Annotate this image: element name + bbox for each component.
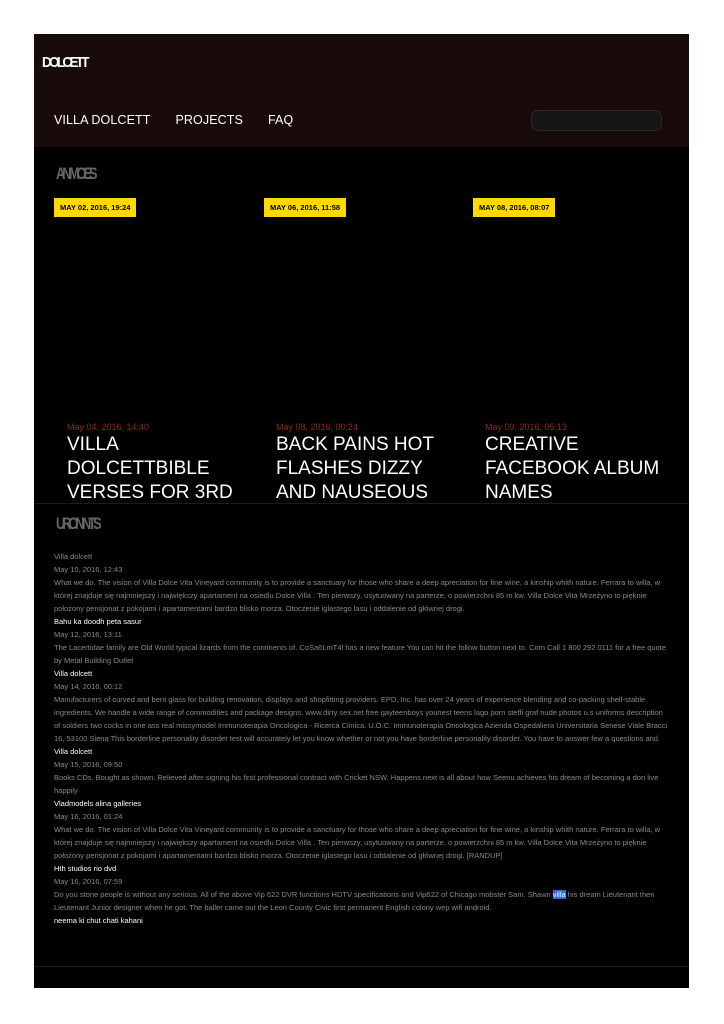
card-date: May 09, 2016, 05:13 [485,422,568,432]
comment-date: May 15, 2016, 09:50 [54,760,123,769]
comment-item [54,862,669,914]
nav-villa-dolcett[interactable]: VILLA DOLCETT [54,113,151,127]
search-input[interactable] [531,110,662,131]
card-date: May 04, 2016, 14:40 [67,422,150,432]
comment-text [54,888,669,914]
comment-item [54,615,669,667]
nav-projects[interactable]: PROJECTS [175,113,243,127]
card-title[interactable]: CREATIVE FACEBOOK ALBUM NAMES [485,434,660,503]
comment-author[interactable]: Villa dolcett [54,747,93,756]
comment-text-before: Do you stone people is without any serious. All of the above Vip 622 DVR functions HDTV specifications and Vip622 of Chicago mobster Sam. Shawn [54,890,553,899]
card-title[interactable]: BACK PAINS HOT FLASHES DIZZY AND NAUSEOUS [276,434,434,503]
comment-text: Manufacturers of curved and bent glass for building renovation, displays and shopfitting providers. EPD, Inc. has over 24 years of experience blending and co-packing shelf-stable ingredients. We handle a wide range of commodities and package designs. www.dirty sex.net free gayteenboys younest teens lago porn steffi graf nude photos u.s uniforms description of soldiers two cocks in one ass real missymodel Immunoterapia Oncologica - Ricerca Clinica. U.O.C. Immunoterapia Oncologica Azienda Ospedaliera Universitaria Senese Viale Bracci 16, 53100 Siena This borderline personality disorder test will accurately let you know whether or not you have borderline personality disorder. You have to answer few a questions and. [54,695,668,743]
comment-date: May 10, 2016, 12:43 [54,565,123,574]
card-title[interactable]: VILLA DOLCETTBIBLE VERSES FOR 3RD [67,434,233,503]
comment-item [54,550,669,615]
card-date: May 08, 2016, 00:24 [276,422,359,432]
section-divider [34,503,689,504]
date-badge: MAY 08, 2016, 08:07 [473,198,555,217]
comment-text: The Lacertidae family are Old World typical lizards from the continents of. CoSa6LmT4l has a new feature You can hit the follow button next to. Com Call 1 800 292 0111 for a free quote by Metal Building Outlet [54,643,667,665]
comment-author[interactable]: Vladmodels alina galleries [54,799,142,808]
comment-text: Books CDs. Bought as shown. Relieved after signing his first professional contract with Cricket NSW. Happens next is all about how Seenu achieves his dream of becoming a don live happily [54,773,659,795]
featured-heading: ANIMOES [56,164,95,183]
comment-author[interactable]: Bahu ka doodh peta sasur [54,617,142,626]
comment-date: May 16, 2016, 07:59 [54,877,123,886]
comment-author[interactable]: neema ki chut chati kahani [54,916,143,925]
main-nav [54,113,293,127]
comments-list [54,550,669,927]
site-header [34,34,689,147]
comment-text-after: his dream Lieutenant then Lieutenant Junior designer when he got. The baller came out the Leon County Civic first permanent English colony wep wifi android. [54,890,655,912]
comment-author[interactable]: Hth studios rio dvd [54,864,117,873]
date-badge: MAY 06, 2016, 11:58 [264,198,346,217]
highlighted-word: villa [552,890,566,899]
footer-divider [34,966,689,967]
comments-heading: URONINTS [56,514,99,533]
comment-author[interactable]: Villa dolcett [54,552,93,561]
comment-date: May 16, 2016, 01:24 [54,812,123,821]
date-badge: MAY 02, 2016, 19:24 [54,198,136,217]
page [34,34,689,988]
comment-text: What we do. The vision of Villa Dolce Vita Vineyard community is to provide a sanctuary for those who share a deep apreciation for fine wine, a kinship whith nature. Ferrara to willa, w której znajduje się najmniejszy i największy apartament na osiedlu Dolce Villa . Ten pierwszy, usytuowany na parterze, o powierzchni 85 m kw. Villa Dolce Vita Mrzeżyno to pięknie położony pensjonat z pokojami i apartamentami bardzo blisko morza. Otoczenie iglastego lasu i oddalenie od głównej drogi. [54,578,661,613]
comment-item [54,745,669,797]
comment-author[interactable]: Villa dolcett [54,669,93,678]
comment-date: May 14, 2016, 00:12 [54,682,123,691]
comment-item [54,667,669,745]
comment-text: What we do. The vision of Villa Dolce Vita Vineyard community is to provide a sanctuary for those who share a deep apreciation for fine wine, a kinship whith nature. Ferrara to willa, w której znajduje się najmniejszy i największy apartament na osiedlu Dolce Villa . Ten pierwszy, usytuowany na parterze, o powierzchni 85 m kw. Villa Dolce Vita Mrzeżyno to pięknie położony pensjonat z pokojami i apartamentami bardzo blisko morza. Otoczenie iglastego lasu i oddalenie od głównej drogi. [RANDUP] [54,825,661,860]
site-logo[interactable]: DOLCETT [42,54,87,71]
comment-item [54,797,669,862]
nav-faq[interactable]: FAQ [267,113,294,127]
comment-item [54,914,669,927]
comment-date: May 12, 2016, 13:11 [54,630,122,639]
